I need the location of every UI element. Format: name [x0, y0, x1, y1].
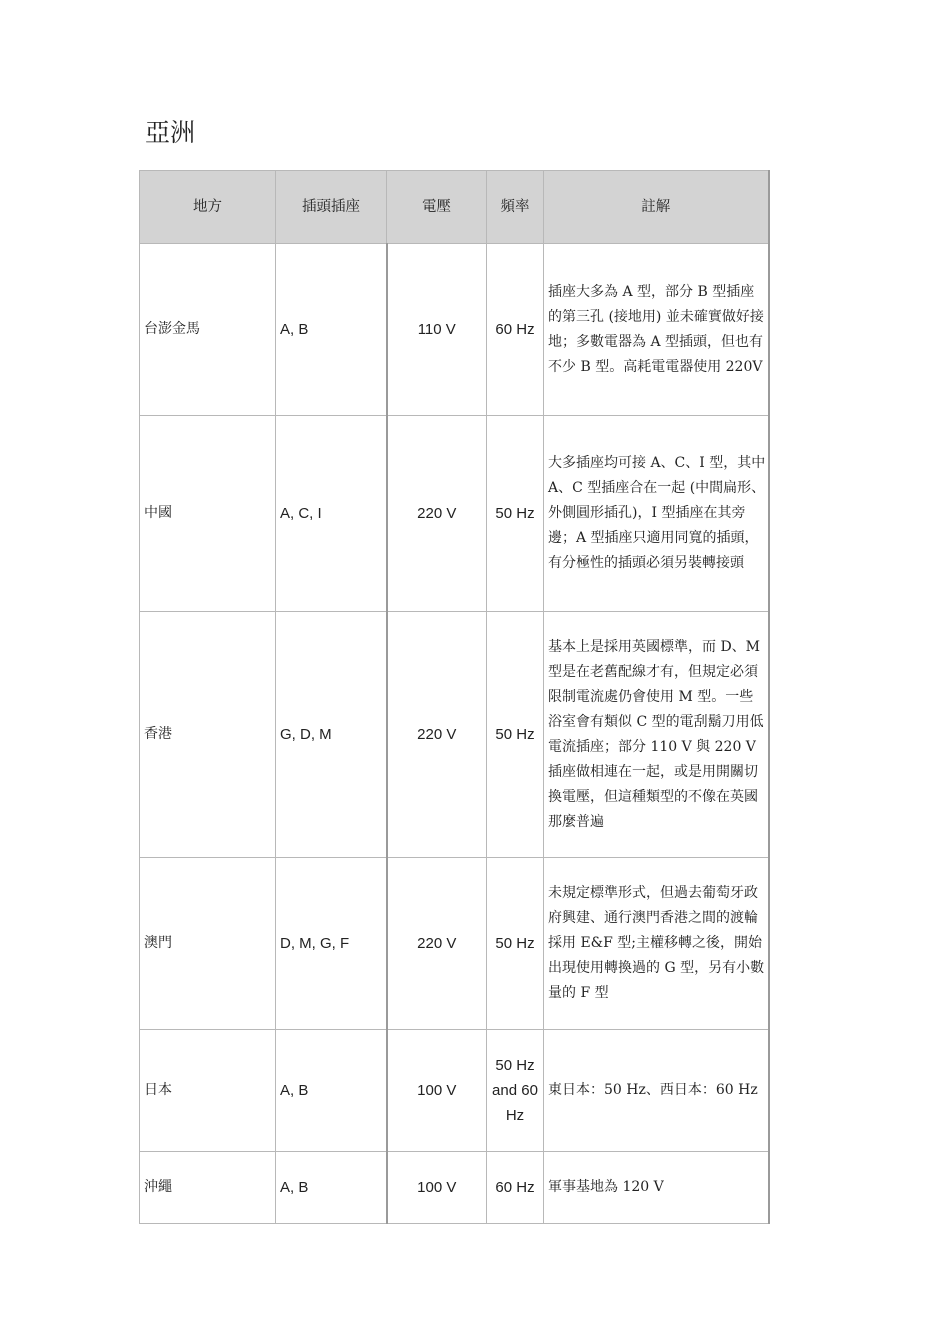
header-voltage: 電壓	[387, 171, 487, 244]
table-row	[140, 1152, 769, 1224]
cell-plug: D, M, G, F	[276, 858, 387, 1030]
cell-frequency: 60 Hz	[487, 244, 544, 416]
header-frequency: 頻率	[487, 171, 544, 244]
table-row	[140, 612, 769, 858]
cell-note: 大多插座均可接 A、C、I 型，其中 A、C 型插座合在一起 (中間扁形、外側圓形插孔)，I 型插座在其旁邊；A 型插座只適用同寬的插頭，有分極性的插頭必須另裝轉接頭	[544, 416, 769, 612]
cell-plug: A, B	[276, 1030, 387, 1152]
cell-note: 基本上是採用英國標準，而 D、M 型是在老舊配線才有，但規定必須限制電流處仍會使用 M 型。一些浴室會有類似 C 型的電刮鬍刀用低電流插座；部分 110 V 與 220 V 插座做相連在一起，或是用開關切換電壓，但這種類型的不像在英國那麼普遍	[544, 612, 769, 858]
table-header-row	[140, 171, 769, 244]
cell-frequency: 50 Hz	[487, 858, 544, 1030]
cell-place: 沖繩	[140, 1152, 276, 1224]
cell-frequency: 50 Hz	[487, 416, 544, 612]
cell-plug: A, B	[276, 1152, 387, 1224]
table-row	[140, 416, 769, 612]
header-note: 註解	[544, 171, 769, 244]
cell-voltage: 220 V	[387, 416, 487, 612]
cell-frequency: 60 Hz	[487, 1152, 544, 1224]
header-plug: 插頭插座	[276, 171, 387, 244]
cell-voltage: 110 V	[387, 244, 487, 416]
cell-frequency: 50 Hz	[487, 612, 544, 858]
cell-voltage: 220 V	[387, 612, 487, 858]
asia-plug-table-container	[139, 170, 770, 1224]
cell-voltage: 100 V	[387, 1030, 487, 1152]
cell-place: 香港	[140, 612, 276, 858]
asia-plug-table	[139, 170, 770, 1224]
table-row	[140, 1030, 769, 1152]
cell-plug: G, D, M	[276, 612, 387, 858]
cell-note: 插座大多為 A 型，部分 B 型插座的第三孔 (接地用) 並未確實做好接地；多數電器為 A 型插頭，但也有不少 B 型。高耗電電器使用 220V	[544, 244, 769, 416]
cell-frequency: 50 Hz and 60 Hz	[487, 1030, 544, 1152]
page-title: 亞洲	[145, 118, 196, 147]
table-row	[140, 858, 769, 1030]
cell-place: 澳門	[140, 858, 276, 1030]
header-place: 地方	[140, 171, 276, 244]
cell-note: 未規定標準形式，但過去葡萄牙政府興建、通行澳門香港之間的渡輪 採用 E&F 型;主權移轉之後，開始出現使用轉換過的 G 型，另有小數量的 F 型	[544, 858, 769, 1030]
table-row	[140, 244, 769, 416]
cell-plug: A, C, I	[276, 416, 387, 612]
cell-voltage: 100 V	[387, 1152, 487, 1224]
cell-note: 軍事基地為 120 V	[544, 1152, 769, 1224]
cell-place: 日本	[140, 1030, 276, 1152]
cell-place: 中國	[140, 416, 276, 612]
cell-plug: A, B	[276, 244, 387, 416]
cell-note: 東日本：50 Hz、西日本：60 Hz	[544, 1030, 769, 1152]
cell-place: 台澎金馬	[140, 244, 276, 416]
cell-voltage: 220 V	[387, 858, 487, 1030]
